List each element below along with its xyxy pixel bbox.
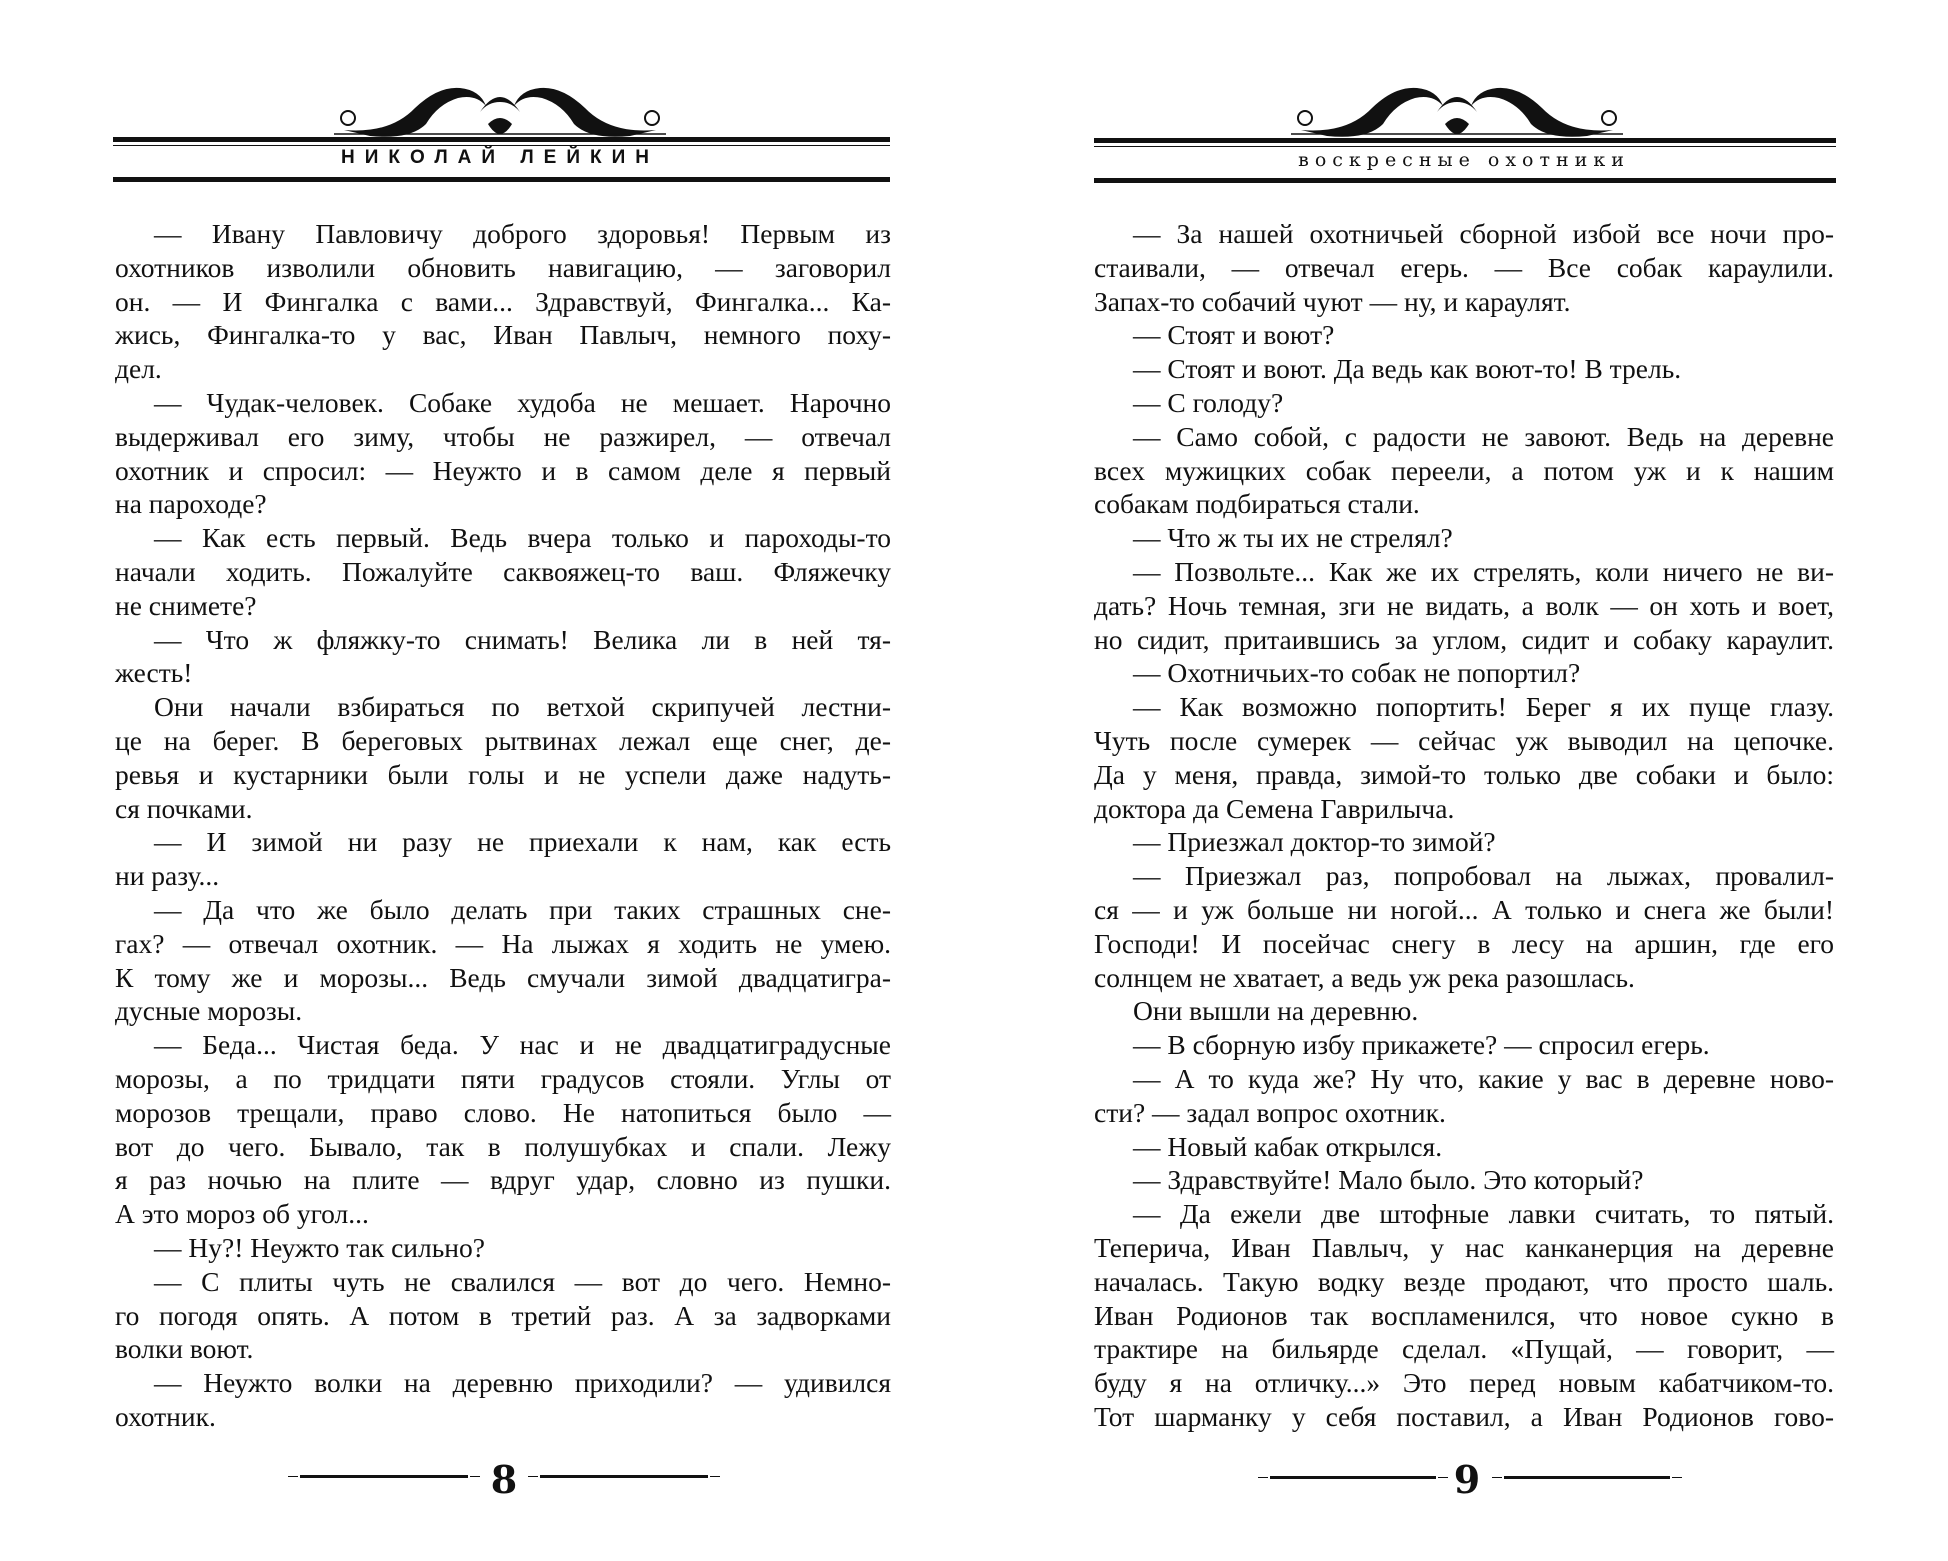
text-line: волки воют. (115, 1333, 254, 1365)
page-number: 9 (1453, 1457, 1481, 1502)
text-line: — Что ж фляжку-то снимать! Велика ли в ней тя- (154, 623, 891, 655)
right-page (974, 0, 1948, 1561)
text-line: — Приезжал доктор-то зимой? (1133, 826, 1496, 858)
text-line: — Само собой, с радости не завоют. Ведь на деревне (1133, 420, 1834, 452)
header-rule-bottom (113, 177, 890, 182)
text-line: Тот шарманку у себя поставил, а Иван Родионов гово- (1094, 1400, 1834, 1432)
text-line: — Охотничьих-то собак не попортил? (1133, 657, 1581, 689)
text-line: дусные морозы. (115, 995, 303, 1027)
text-line: Чуть после сумерек — сейчас уж выводил на цепочке. (1094, 724, 1834, 756)
text-line: ревья и кустарники были голы и не успели даже надуть- (115, 758, 891, 790)
text-line: солнцем не хватает, а ведь уж река разошлась. (1094, 961, 1635, 993)
footer-rule-left (1270, 1476, 1436, 1479)
text-line: — Стоят и воют? (1133, 319, 1335, 351)
text-line: — Неужто волки на деревню приходили? — удивился (154, 1367, 891, 1399)
text-line: вот до чего. Бывало, так в полушубках и спали. Лежу (115, 1130, 891, 1162)
text-line: я раз ночью на плите — вдруг удар, словно из пушки. (115, 1164, 891, 1196)
text-line: дать? Ночь темная, зги не видать, а волк — он хоть и воет, (1094, 589, 1834, 621)
text-line: — Здравствуйте! Мало было. Это который? (1133, 1164, 1644, 1196)
text-line: Иван Родионов так воспламенился, что новое сукно в (1094, 1299, 1834, 1331)
text-line: дел. (115, 353, 162, 385)
text-line: он. — И Фингалка с вами... Здравствуй, Фингалка... Ка- (115, 285, 891, 317)
text-line: А это мороз об угол... (115, 1198, 369, 1230)
text-line: охотник. (115, 1400, 216, 1432)
text-line: трактире на бильярде сделал. «Пущай, — говорит, — (1094, 1333, 1834, 1365)
text-line: Теперича, Иван Павлыч, у нас канканерция на деревне (1094, 1231, 1834, 1263)
text-line: — Да ежели две штофные лавки считать, то пятый. (1133, 1198, 1834, 1230)
text-line: буду я на отличку...» Это перед новым кабатчиком-то. (1094, 1367, 1834, 1399)
footer-rule-right (1504, 1476, 1670, 1479)
body-text-left (115, 217, 891, 1434)
header-rule-top (1094, 138, 1836, 143)
text-line: всех мужицких собак переели, а потом уж и к нашим (1094, 454, 1834, 486)
text-line: морозов трещали, право слово. Не натопиться было — (115, 1096, 891, 1128)
body-text-right (1094, 217, 1834, 1434)
text-line: Они начали взбираться по ветхой скрипучей лестни- (154, 691, 891, 723)
header-rule-bottom (1094, 178, 1836, 183)
text-line: началась. Такую водку везде продают, что просто шаль. (1094, 1265, 1834, 1297)
text-line: Да у меня, правда, зимой-то только две собаки и было: (1094, 758, 1834, 790)
text-line: — Как возможно попортить! Берег я их пуще глазу. (1133, 691, 1834, 723)
text-line: — Ивану Павловичу доброго здоровья! Первым из (154, 218, 891, 249)
text-line: Запах-то собачий чуют — ну, и караулят. (1094, 285, 1571, 317)
text-line: гах? — отвечал охотник. — На лыжах я ходить не умею. (115, 927, 891, 959)
text-line: жесть! (115, 657, 193, 689)
running-header-title: воскресные охотники (1298, 149, 1630, 171)
text-line: морозы, а по тридцати пяти градусов стояли. Углы от (115, 1062, 891, 1094)
text-line: на пароходе? (115, 488, 267, 520)
text-line: охотников изволили обновить навигацию, — заговорил (115, 251, 891, 283)
text-line: — Беда... Чистая беда. У нас и не двадцатиградусные (154, 1029, 891, 1061)
text-line: охотник и спросил: — Неужто и в самом деле я первый (115, 454, 891, 486)
text-line: — За нашей охотничьей сборной избой все ночи про- (1133, 218, 1834, 249)
text-line: — Новый кабак открылся. (1133, 1130, 1443, 1162)
text-line: доктора да Семена Гаврилыча. (1094, 792, 1455, 824)
text-line: ся — и уж больше ни ногой... А только и снега же были! (1094, 893, 1834, 925)
text-line: К тому же и морозы... Ведь смучали зимой двадцатигра- (115, 961, 891, 993)
text-line: ся почками. (115, 792, 253, 824)
header-rule-top (113, 137, 890, 142)
text-line: ни разу... (115, 860, 220, 892)
text-line: Они вышли на деревню. (1133, 995, 1419, 1027)
flourish-ornament-icon (1287, 78, 1627, 140)
text-line: — Чудак-человек. Собаке худоба не мешает. Нарочно (154, 386, 891, 418)
flourish-ornament-icon (330, 78, 670, 140)
text-line: но сидит, притаившись за углом, сидит и собаку караулит. (1094, 623, 1834, 655)
text-line: не снимете? (115, 589, 257, 621)
text-line: стаивали, — отвечал егерь. — Все собак караулили. (1094, 251, 1834, 283)
footer-rule-left (300, 1475, 468, 1478)
text-line: — Ну?! Неужто так сильно? (154, 1231, 485, 1263)
text-line: — А то куда же? Ну что, какие у вас в деревне ново- (1133, 1062, 1834, 1094)
text-line: собакам подбираться стали. (1094, 488, 1420, 520)
text-line: го погодя опять. А потом в третий раз. А за задворками (115, 1299, 891, 1331)
text-line: начали ходить. Пожалуйте саквояжец-то ваш. Фляжечку (115, 555, 891, 587)
text-line: сти? — задал вопрос охотник. (1094, 1096, 1446, 1128)
running-header-author: НИКОЛАЙ ЛЕЙКИН (341, 147, 659, 168)
text-line: — С плиты чуть не свалился — вот до чего. Немно- (154, 1265, 891, 1297)
text-line: це на берег. В береговых рытвинах лежал еще снег, де- (115, 724, 891, 756)
text-line: — Стоят и воют. Да ведь как воют-то! В трель. (1133, 353, 1682, 385)
text-line: — В сборную избу прикажете? — спросил егерь. (1133, 1029, 1710, 1061)
text-line: — Что ж ты их не стрелял? (1133, 522, 1453, 554)
text-line: — Да что же было делать при таких страшных сне- (154, 893, 891, 925)
text-line: — Позвольте... Как же их стрелять, коли ничего не ви- (1133, 555, 1834, 587)
text-line: выдерживал его зиму, чтобы не разжирел, — отвечал (115, 420, 891, 452)
text-line: — И зимой ни разу не приехали к нам, как есть (154, 826, 891, 858)
footer-rule-right (540, 1475, 708, 1478)
header-rule-thin (1094, 146, 1836, 147)
header-rule-thin (113, 145, 890, 146)
text-line: — Приезжал раз, попробовал на лыжах, провалил- (1133, 860, 1834, 892)
text-line: — С голоду? (1133, 386, 1284, 418)
text-line: жись, Фингалка-то у вас, Иван Павлыч, немного поху- (115, 319, 891, 351)
text-line: — Как есть первый. Ведь вчера только и пароходы-то (154, 522, 891, 554)
page-number: 8 (490, 1457, 518, 1502)
text-line: Господи! И посейчас снегу в лесу на аршин, где его (1094, 927, 1834, 959)
